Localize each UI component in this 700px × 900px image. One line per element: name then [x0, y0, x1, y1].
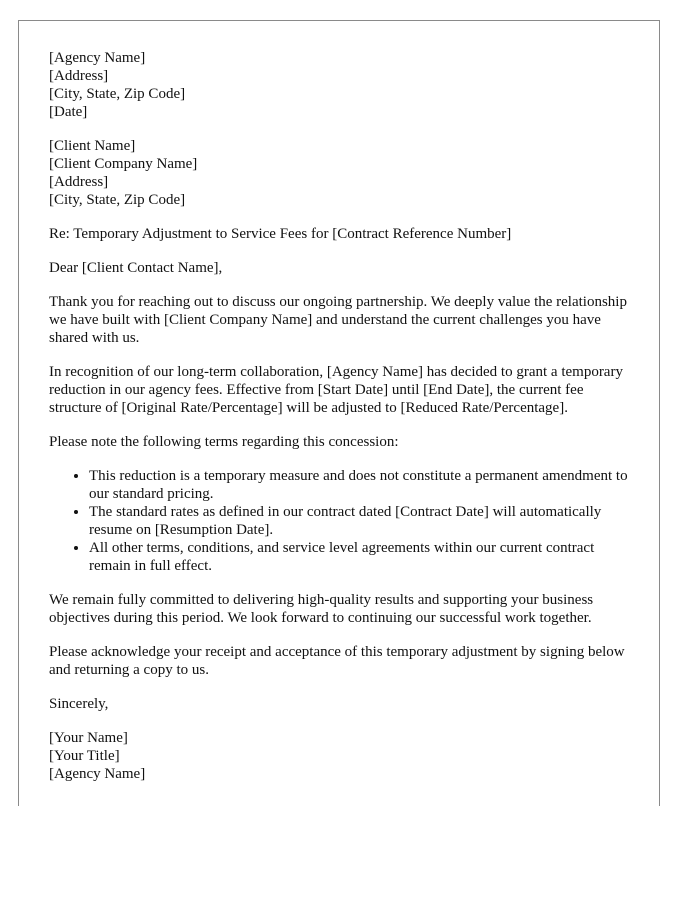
signature-block	[49, 729, 639, 783]
terms-list-item: • The standard rates as defined in our contract dated [Contract Date] will automatically resume on [Resumption Date].	[89, 503, 639, 539]
signature-name: [Your Name]	[49, 730, 128, 746]
body-paragraph-intro: Thank you for reaching out to discuss our ongoing partnership. We deeply value the relationship we have built with [Client Company Name] and understand the current challenges you have shared with us.	[49, 294, 627, 346]
recipient-company: [Client Company Name]	[49, 156, 198, 172]
subject-line: Re: Temporary Adjustment to Service Fees for [Contract Reference Number]	[49, 226, 512, 242]
terms-list-item: • This reduction is a temporary measure and does not constitute a permanent amendment to our standard pricing.	[89, 467, 639, 503]
terms-list	[49, 467, 639, 575]
sender-address: [Address]	[49, 68, 109, 84]
recipient-address: [Address]	[49, 174, 109, 190]
sender-city-state-zip: [City, State, Zip Code]	[49, 86, 186, 102]
sender-agency-name: [Agency Name]	[49, 50, 146, 66]
salutation: Dear [Client Contact Name],	[49, 260, 223, 276]
body-paragraph-reduction: In recognition of our long-term collaboration, [Agency Name] has decided to grant a temporary reduction in our agency fees. Effective from [Start Date] until [End Date], the current fee structure of [Original Rate/Percentage] will be adjusted to [Reduced Rate/Percentage].	[49, 364, 623, 416]
signoff: Sincerely,	[49, 696, 109, 712]
body-paragraph-acknowledgement: Please acknowledge your receipt and acceptance of this temporary adjustment by signing below and returning a copy to us.	[49, 644, 625, 678]
body-paragraph-terms-intro: Please note the following terms regarding this concession:	[49, 434, 399, 450]
recipient-city-state-zip: [City, State, Zip Code]	[49, 192, 186, 208]
signature-title: [Your Title]	[49, 748, 120, 764]
body-paragraph-commitment: We remain fully committed to delivering high-quality results and supporting your business objectives during this period. We look forward to continuing our successful work together.	[49, 592, 594, 626]
letter-date: [Date]	[49, 104, 88, 120]
letter-page	[18, 20, 660, 806]
signature-agency: [Agency Name]	[49, 766, 146, 782]
sender-address-block	[49, 49, 639, 121]
letter-content	[49, 49, 639, 799]
recipient-address-block	[49, 137, 639, 209]
recipient-name: [Client Name]	[49, 138, 136, 154]
terms-list-item: • All other terms, conditions, and service level agreements within our current contract remain in full effect.	[89, 539, 639, 575]
